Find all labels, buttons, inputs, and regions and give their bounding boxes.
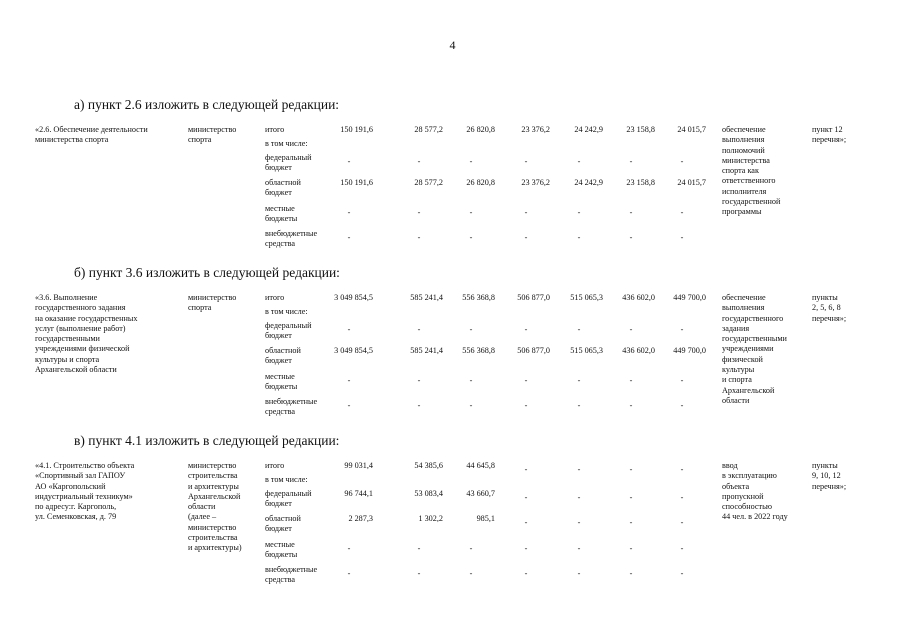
section-heading: б) пункт 3.6 изложить в следующей редакции: [74,265,340,280]
amount-cell: - [469,233,473,242]
amount-cell: - [417,376,421,385]
amount-cell: - [577,569,581,578]
amount-cell: - [577,233,581,242]
amount-cell: - [417,401,421,410]
amount-cell: - [680,569,684,578]
section-heading: а) пункт 2.6 изложить в следующей редакции: [74,97,340,112]
amount-cell: - [680,544,684,553]
amount-cell: 515 065,3 [570,293,603,302]
amount-cell: - [629,401,633,410]
executor: министерство спорта [188,125,237,145]
executor: министерство спорта [188,293,237,313]
amount-cell: - [629,325,633,334]
funding-source-label: в том числе: [265,307,308,316]
amount-cell: - [524,376,528,385]
amount-cell: - [577,493,581,502]
amount-cell: - [347,208,351,217]
amount-cell: - [524,208,528,217]
amount-cell: - [680,518,684,527]
amount-cell: 24 242,9 [574,125,603,134]
amount-cell: - [629,493,633,502]
amount-cell: - [629,544,633,553]
amount-cell: 436 602,0 [622,293,655,302]
amount-cell: 515 065,3 [570,346,603,355]
amount-cell: 26 820,8 [466,178,495,187]
funding-source-label: областной бюджет [265,514,301,534]
amount-cell: - [524,157,528,166]
funding-source-label: местные бюджеты [265,204,298,224]
amount-cell: 23 376,2 [521,125,550,134]
funding-source-label: местные бюджеты [265,540,298,560]
amount-cell: - [577,157,581,166]
amount-cell: - [629,569,633,578]
section-heading: в) пункт 4.1 изложить в следующей редакции: [74,433,340,448]
funding-source-label: в том числе: [265,475,308,484]
amount-cell: - [417,569,421,578]
amount-cell: - [577,544,581,553]
funding-source-label: внебюджетные средства [265,397,318,417]
amount-cell: 2 287,3 [348,514,373,523]
amount-cell: 44 645,8 [466,461,495,470]
amount-cell: - [680,376,684,385]
amount-cell: - [469,208,473,217]
amount-cell: 506 877,0 [517,346,550,355]
amount-cell: - [469,401,473,410]
amount-cell: - [680,208,684,217]
amount-cell: 449 700,0 [673,293,706,302]
amount-cell: - [347,157,351,166]
amount-cell: 24 242,9 [574,178,603,187]
amount-cell: 585 241,4 [410,293,443,302]
amount-cell: - [469,325,473,334]
measure-name: «3.6. Выполнение государственного задания на оказание государственных услуг (выполнение работ) государственными учреждениями физической культуры и спорта Архангельской области [35,293,138,375]
amount-cell: 449 700,0 [673,346,706,355]
list-reference: пункты 2, 5, 6, 8 перечня»; [812,293,847,323]
amount-cell: - [577,465,581,474]
amount-cell: 506 877,0 [517,293,550,302]
amount-cell: - [524,544,528,553]
amount-cell: 23 376,2 [521,178,550,187]
amount-cell: - [347,544,351,553]
amount-cell: - [524,493,528,502]
amount-cell: - [417,208,421,217]
amount-cell: 28 577,2 [414,125,443,134]
amount-cell: 23 158,8 [626,178,655,187]
amount-cell: - [680,401,684,410]
amount-cell: 1 302,2 [418,514,443,523]
expected-result: обеспечение выполнения государственного задания государственными учреждениями физической культуры и спорта Архангельской области [722,293,787,405]
expected-result: обеспечение выполнения полномочий министерства спорта как ответственного исполнителя государственной программы [722,125,781,217]
measure-name: «2.6. Обеспечение деятельности министерства спорта [35,125,148,145]
amount-cell: - [577,325,581,334]
amount-cell: - [680,233,684,242]
amount-cell: - [577,401,581,410]
funding-source-label: итого [265,461,285,470]
funding-source-label: внебюджетные средства [265,565,318,585]
amount-cell: - [469,544,473,553]
amount-cell: - [524,325,528,334]
list-reference: пункты 9, 10, 12 перечня»; [812,461,847,491]
measure-name: «4.1. Строительство объекта «Спортивный зал ГАПОУ АО «Каргопольский индустриальный техникум» по адресу:г. Каргополь, ул. Семенковская, д. 79 [35,461,135,522]
funding-source-label: местные бюджеты [265,372,298,392]
amount-cell: - [469,569,473,578]
amount-cell: - [629,518,633,527]
amount-cell: - [629,376,633,385]
executor: министерство строительства и архитектуры Архангельской области (далее – министерство строительства и архитектуры) [188,461,242,553]
amount-cell: 53 083,4 [414,489,443,498]
amount-cell: - [629,157,633,166]
amount-cell: 99 031,4 [344,461,373,470]
amount-cell: - [524,401,528,410]
amount-cell: - [417,157,421,166]
list-reference: пункт 12 перечня»; [812,125,847,145]
amount-cell: - [524,569,528,578]
funding-source-label: областной бюджет [265,346,301,366]
amount-cell: 54 385,6 [414,461,443,470]
amount-cell: 24 015,7 [677,125,706,134]
amount-cell: 28 577,2 [414,178,443,187]
amount-cell: 3 049 854,5 [334,293,373,302]
amount-cell: - [347,233,351,242]
amount-cell: 436 602,0 [622,346,655,355]
amount-cell: 150 191,6 [340,178,373,187]
amount-cell: 24 015,7 [677,178,706,187]
amount-cell: - [680,493,684,502]
amount-cell: 150 191,6 [340,125,373,134]
funding-source-label: внебюджетные средства [265,229,318,249]
amount-cell: - [469,376,473,385]
amount-cell: - [469,157,473,166]
amount-cell: 585 241,4 [410,346,443,355]
amount-cell: 26 820,8 [466,125,495,134]
amount-cell: 556 368,8 [462,346,495,355]
amount-cell: - [347,569,351,578]
amount-cell: 3 049 854,5 [334,346,373,355]
amount-cell: 43 660,7 [466,489,495,498]
expected-result: ввод в эксплуатацию объекта пропускной способностью 44 чел. в 2022 году [722,461,788,522]
amount-cell: - [417,325,421,334]
amount-cell: 985,1 [476,514,495,523]
amount-cell: - [347,325,351,334]
amount-cell: 96 744,1 [344,489,373,498]
funding-source-label: областной бюджет [265,178,301,198]
amount-cell: - [629,208,633,217]
amount-cell: - [680,465,684,474]
amount-cell: - [347,401,351,410]
amount-cell: - [680,325,684,334]
amount-cell: - [577,376,581,385]
amount-cell: 556 368,8 [462,293,495,302]
amount-cell: - [524,518,528,527]
funding-source-label: федеральный бюджет [265,489,312,509]
amount-cell: - [524,233,528,242]
funding-source-label: итого [265,125,285,134]
amount-cell: - [524,465,528,474]
page-number: 4 [449,38,456,52]
amount-cell: 23 158,8 [626,125,655,134]
funding-source-label: итого [265,293,285,302]
amount-cell: - [417,233,421,242]
amount-cell: - [417,544,421,553]
amount-cell: - [347,376,351,385]
amount-cell: - [577,208,581,217]
funding-source-label: федеральный бюджет [265,153,312,173]
amount-cell: - [629,233,633,242]
funding-source-label: в том числе: [265,139,308,148]
amount-cell: - [577,518,581,527]
amount-cell: - [629,465,633,474]
amount-cell: - [680,157,684,166]
funding-source-label: федеральный бюджет [265,321,312,341]
